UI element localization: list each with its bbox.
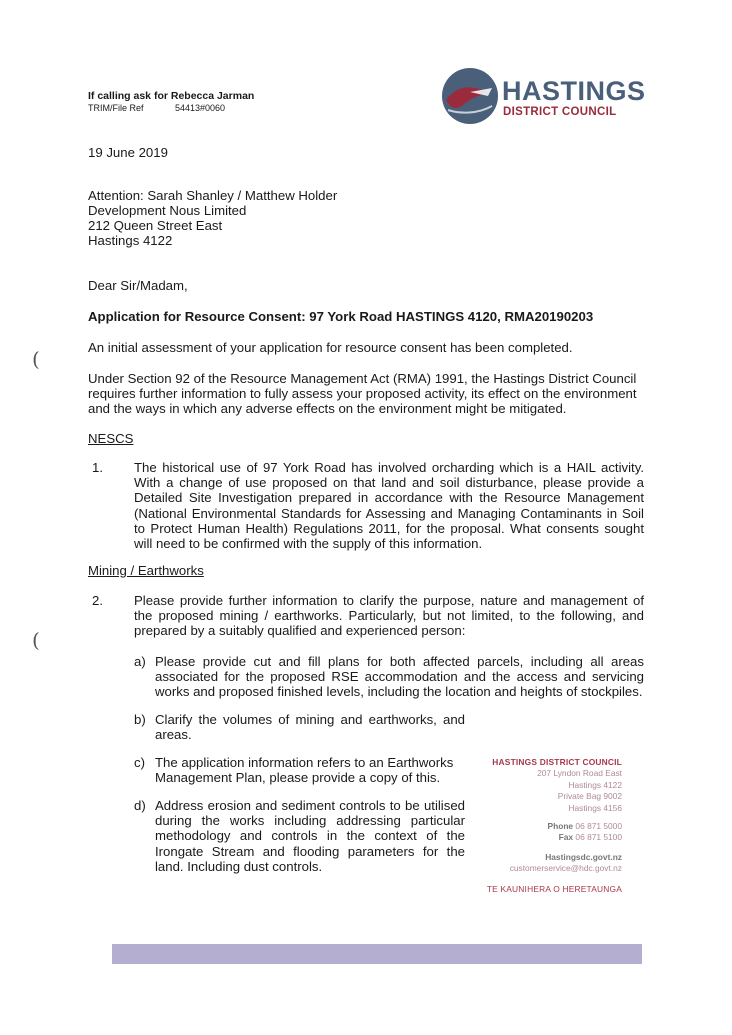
intro-paragraph: An initial assessment of your application for resource consent has been completed.: [88, 340, 573, 355]
contact-address-line: Private Bag 9002: [557, 791, 622, 802]
contact-website: Hastingsdc.govt.nz: [545, 851, 622, 862]
section-heading-nescs: NESCS: [88, 431, 134, 446]
contact-address-line: Hastings 4156: [568, 802, 622, 813]
logo-subtitle: DISTRICT COUNCIL: [503, 106, 617, 118]
item-2-text: Please provide further information to clarify the purpose, nature and management of the proposed mining / earthworks. Particularly, but not limited, to the following, and prepared by a suitably qualified and experienced person:: [134, 593, 644, 639]
item-number: 2.: [92, 593, 103, 608]
maori-council-name: TE KAUNIHERA O HERETAUNGA: [486, 883, 622, 894]
contact-block: [470, 757, 622, 895]
item-number: 1.: [92, 460, 103, 475]
logo-title: HASTINGS: [502, 76, 646, 106]
sub-item-b-text: Clarify the volumes of mining and earthworks, and areas.: [155, 712, 465, 743]
sub-item-label: b): [134, 712, 146, 727]
address-line-4: Hastings 4122: [88, 233, 173, 248]
salutation: Dear Sir/Madam,: [88, 278, 188, 293]
address-line-1: Attention: Sarah Shanley / Matthew Holder: [88, 188, 338, 203]
contact-org: HASTINGS DISTRICT COUNCIL: [492, 757, 622, 767]
contact-email: customerservice@hdc.govt.nz: [509, 863, 622, 874]
sub-item-label: c): [134, 755, 145, 770]
margin-mark: (: [32, 628, 40, 652]
address-line-2: Development Nous Limited: [88, 203, 247, 218]
sub-item-a-text: Please provide cut and fill plans for both affected parcels, including all areas associated for the proposed RSE accommodation and the access and servicing works and proposed finished levels, including the location and heights of stockpiles.: [155, 654, 644, 700]
hastings-council-emblem-icon: [440, 66, 500, 126]
contact-address-line: Hastings 4122: [568, 779, 622, 790]
section-heading-mining: Mining / Earthworks: [88, 563, 204, 578]
council-logo: [440, 66, 650, 128]
sub-item-d-text: Address erosion and sediment controls to be utilised during the works including addressing particular methodology and controls in the context of the Irongate Stream and flooding parameters for the land. Including dust controls.: [155, 798, 465, 874]
subject-line: Application for Resource Consent: 97 York Road HASTINGS 4120, RMA20190203: [88, 309, 594, 324]
contact-address-line: 207 Lyndon Road East: [537, 768, 622, 779]
sub-item-label: d): [134, 798, 146, 813]
trim-ref-label: TRIM/File Ref: [88, 103, 144, 113]
calling-line: If calling ask for Rebecca Jarman: [88, 90, 255, 102]
sub-item-c-text: The application information refers to an Earthworks Management Plan, please provide a copy of this.: [155, 755, 454, 786]
margin-mark: (: [32, 347, 40, 371]
contact-fax: Fax 06 871 5100: [558, 832, 622, 843]
rma-paragraph: Under Section 92 of the Resource Management Act (RMA) 1991, the Hastings District Council requires further information to fully assess your proposed activity, its effect on the environment and the ways in which any adverse effects on the environment might be mitigated.: [88, 371, 637, 417]
letter-date: 19 June 2019: [88, 145, 168, 160]
contact-phone: Phone 06 871 5000: [547, 821, 622, 832]
address-line-3: 212 Queen Street East: [88, 218, 223, 233]
item-1-text: The historical use of 97 York Road has involved orcharding which is a HAIL activity. With a change of use proposed on that land and soil disturbance, please provide a Detailed Site Investigation prepared in accordance with the Resource Management (National Environmental Standards for Assessing and Managing Contaminants in Soil to Protect Human Health) Regulations 2011, for the proposal. What consents sought will need to be confirmed with the supply of this information.: [134, 460, 644, 552]
trim-ref-value: 54413#0060: [175, 103, 226, 113]
footer-bar: [112, 944, 642, 964]
sub-item-label: a): [134, 654, 146, 669]
